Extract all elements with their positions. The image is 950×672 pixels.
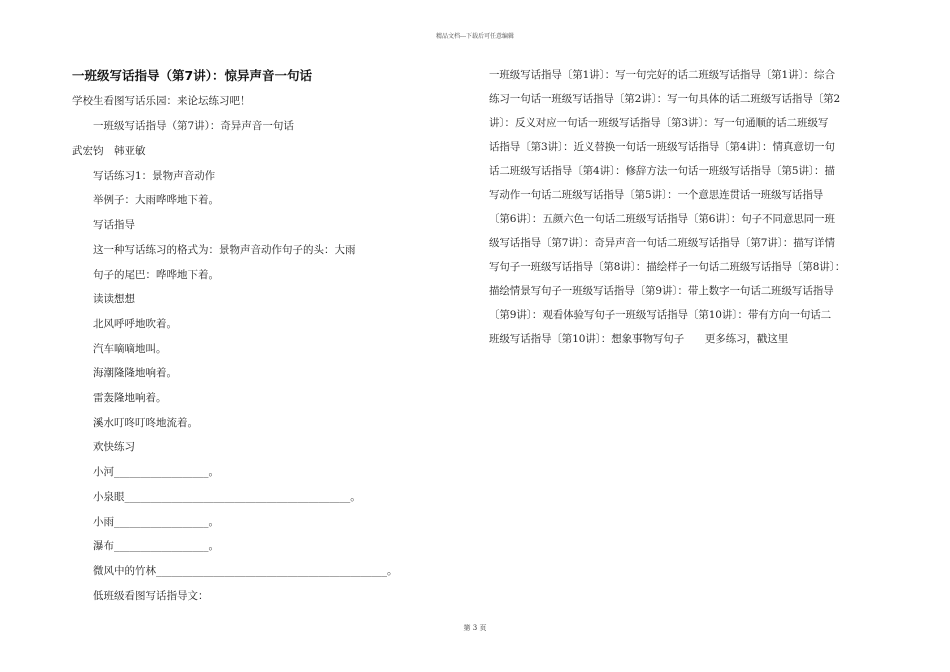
page-title: 一班级写话指导（第7讲）：惊异声音一句话 bbox=[72, 68, 312, 83]
practice-blank: 微风中的竹林____________________________________________。 bbox=[93, 565, 398, 577]
lesson-link-line[interactable]: 话指导〔第3讲〕：近义替换一句话一班级写话指导〔第4讲〕：情真意切一句 bbox=[489, 141, 835, 153]
page-header: 精品文档---下载后可任意编辑 bbox=[435, 33, 515, 40]
practice-blank: 小泉眼___________________________________________。 bbox=[93, 491, 361, 503]
sample-line: 雷轰隆地响着。 bbox=[93, 392, 167, 404]
subtitle-line: 一班级写话指导（第7讲）：奇异声音一句话 bbox=[93, 120, 294, 132]
lesson-link-line[interactable]: 话二班级写话指导〔第4讲〕：修辞方法一句话一班级写话指导〔第5讲〕：描 bbox=[489, 165, 835, 177]
lesson-link-line[interactable]: 讲〕：反义对应一句话一班级写话指导〔第3讲〕：写一句通顺的话二班级写 bbox=[489, 117, 829, 129]
left-column bbox=[72, 68, 412, 613]
right-column bbox=[489, 68, 881, 356]
exercise-heading: 写话练习1：景物声音动作 bbox=[93, 170, 216, 182]
lesson-link-line[interactable]: 练习一句话一班级写话指导〔第2讲〕：写一句具体的话二班级写话指导〔第2 bbox=[489, 93, 841, 105]
lesson-link-line[interactable]: 级写话指导〔第7讲〕：奇异声音一句话二班级写话指导〔第7讲〕：描写详情 bbox=[489, 237, 835, 249]
lesson-link-line[interactable]: 描绘情景写句子一班级写话指导〔第9讲〕：带上数字一句话二班级写话指导 bbox=[489, 285, 834, 297]
lesson-link-line[interactable]: 〔第6讲〕：五颜六色一句话二班级写话指导〔第6讲〕：句子不同意思同一班 bbox=[489, 213, 835, 225]
example-line: 举例子：大雨哗哗地下着。 bbox=[93, 194, 219, 206]
practice-blank: 瀑布__________________。 bbox=[93, 540, 219, 552]
author-line: 武宏钧 韩亚敏 bbox=[72, 145, 146, 157]
read-think-heading: 读读想想 bbox=[93, 293, 135, 305]
intro-line: 学校生看图写话乐园：来论坛练习吧！ bbox=[72, 95, 251, 107]
format-line-cont: 句子的尾巴：哗哗地下着。 bbox=[93, 269, 219, 281]
lesson-link-line[interactable]: 一班级写话指导〔第1讲〕：写一句完好的话二班级写话指导〔第1讲〕：综合 bbox=[489, 69, 835, 81]
guide-heading: 写话指导 bbox=[93, 219, 135, 231]
format-line: 这一种写话练习的格式为：景物声音动作句子的头：大雨 bbox=[93, 244, 356, 256]
more-practice-link[interactable]: 班级写话指导〔第10讲〕：想象事物写句子 更多练习，戳这里 bbox=[489, 333, 789, 345]
sample-line: 北风呼呼地吹着。 bbox=[93, 318, 177, 330]
lesson-link-line[interactable]: 写动作一句话二班级写话指导〔第5讲〕：一个意思连贯话一班级写话指导 bbox=[489, 189, 824, 201]
sample-line: 汽车嘀嘀地叫。 bbox=[93, 343, 167, 355]
practice-blank: 小雨__________________。 bbox=[93, 516, 219, 528]
lesson-link-line[interactable]: 写句子一班级写话指导〔第8讲〕：描绘样子一句话二班级写话指导〔第8讲〕： bbox=[489, 261, 846, 273]
practice-heading: 欢快练习 bbox=[93, 441, 135, 453]
lesson-link-line[interactable]: 〔第9讲〕：观看体验写句子一班级写话指导〔第10讲〕：带有方向一句话二 bbox=[489, 309, 832, 321]
sample-line: 溪水叮咚叮咚地流着。 bbox=[93, 417, 198, 429]
practice-blank: 小河__________________。 bbox=[93, 466, 219, 478]
closing-line: 低班级看图写话指导文： bbox=[93, 590, 209, 602]
sample-line: 海潮隆隆地响着。 bbox=[93, 367, 177, 379]
page-number: 第 3 页 bbox=[463, 624, 487, 632]
